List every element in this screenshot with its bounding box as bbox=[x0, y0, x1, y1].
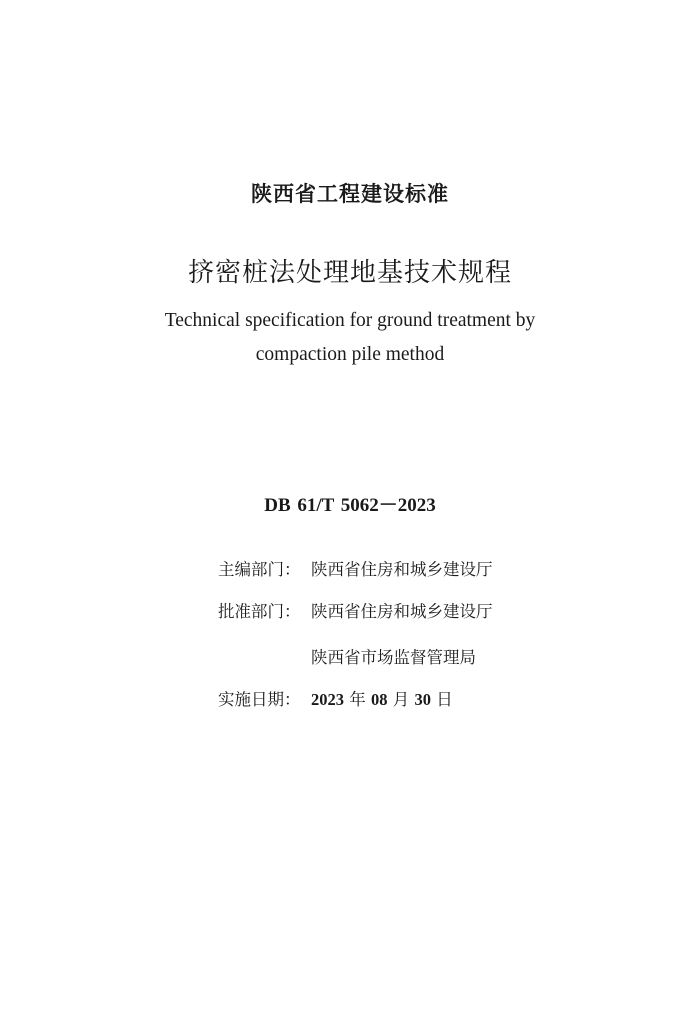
approver-label: 批准部门： bbox=[218, 602, 301, 621]
day-unit: 日 bbox=[431, 690, 453, 709]
effective-date-label: 实施日期： bbox=[218, 690, 301, 709]
year-unit: 年 bbox=[344, 690, 371, 709]
document-title-english bbox=[0, 304, 700, 372]
english-title-line-2: compaction pile method bbox=[255, 344, 445, 365]
effective-date-value bbox=[311, 686, 453, 710]
effective-date-row bbox=[218, 686, 453, 710]
editor-row bbox=[218, 556, 493, 580]
effective-date-month: 08 bbox=[371, 690, 388, 709]
approver-value-1: 陕西省住房和城乡建设厅 bbox=[311, 602, 493, 621]
document-title-chinese: 挤密桩法处理地基技术规程 bbox=[187, 258, 512, 288]
editor-value: 陕西省住房和城乡建设厅 bbox=[311, 560, 493, 579]
english-title-line-1: Technical specification for ground treatment by bbox=[164, 310, 536, 331]
month-unit: 月 bbox=[387, 690, 415, 709]
approver-row bbox=[218, 598, 493, 622]
series-title: 陕西省工程建设标准 bbox=[251, 182, 449, 206]
approver-row-2 bbox=[218, 644, 476, 668]
editor-label: 主编部门： bbox=[218, 560, 301, 579]
effective-date-day: 30 bbox=[414, 690, 431, 709]
standard-number: DB 61/T 5062－2023 bbox=[264, 495, 436, 516]
approver-value-2: 陕西省市场监督管理局 bbox=[311, 648, 476, 667]
effective-date-year: 2023 bbox=[311, 690, 344, 709]
